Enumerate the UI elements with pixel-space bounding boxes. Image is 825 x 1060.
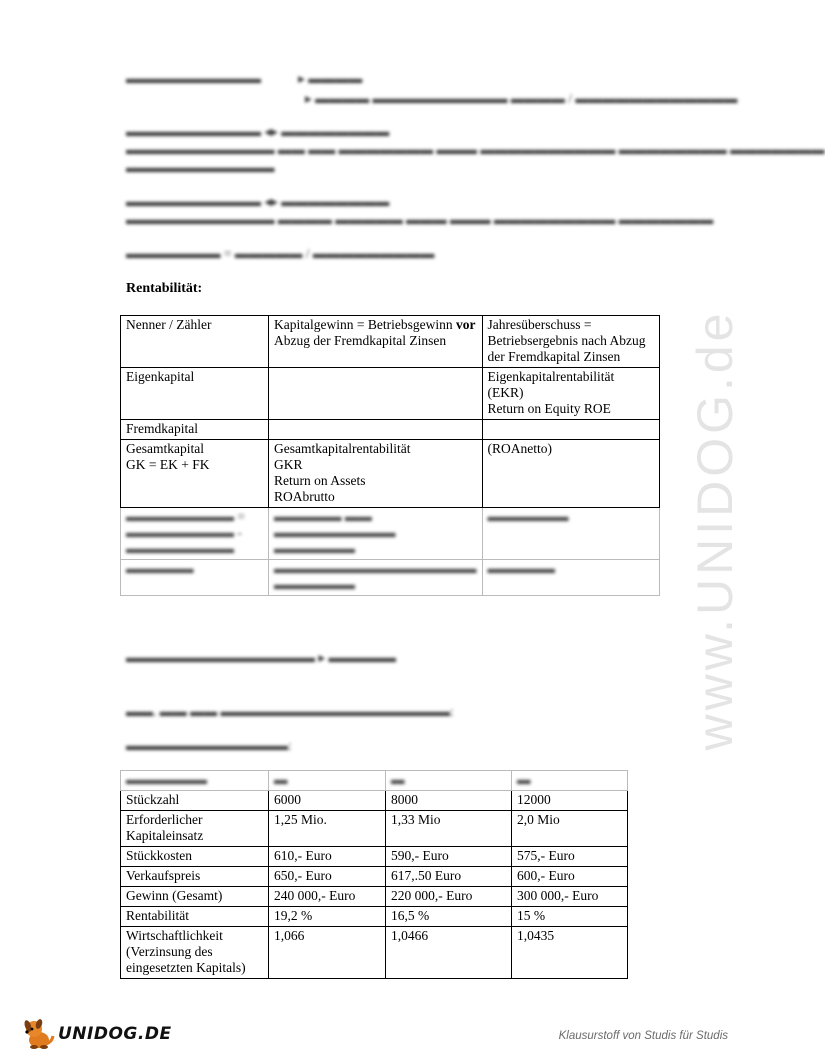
table-cell: 6000 — [269, 791, 386, 811]
table-cell: 650,- Euro — [269, 867, 386, 887]
table-row — [121, 791, 628, 811]
blurred-text-line: ▬▬▬▬▬▬▬▬▬▬▬ ▬▬ ▬▬ ▬▬▬▬▬▬▬ ▬▬▬ ▬▬▬▬▬▬▬▬▬▬ ▬▬▬▬▬▬▬▬ ▬▬▬▬▬▬▬ — [126, 142, 825, 157]
cell-text: Kapitaleinsatz — [126, 828, 204, 843]
blurred-text-line: ▬▬▬▬▬▬▬▬▬▬ ◂▸ ▬▬▬▬▬▬▬▬ — [126, 194, 390, 209]
table-cell: 617,.50 Euro — [386, 867, 512, 887]
table-cell — [482, 368, 659, 420]
table-cell — [121, 927, 269, 979]
table-cell: 12000 — [512, 791, 628, 811]
cell-text: eingesetzten Kapitals) — [126, 960, 246, 975]
blurred-table-row: ▬▬▬▬▬ ▬▬▬▬▬▬▬▬▬▬▬▬▬▬▬ ▬▬▬▬▬▬ ▬▬▬▬▬ — [121, 560, 660, 596]
table-cell — [269, 420, 483, 440]
cell-text: Return on Equity ROE — [487, 401, 611, 416]
blurred-text-line: ▬▬▬▬▬▬▬▬▬▬ ◂▸ ▬▬▬▬▬▬▬▬ — [126, 124, 390, 139]
cell-text: Erforderlicher — [126, 812, 203, 827]
table-cell — [269, 440, 483, 508]
table-row — [121, 440, 660, 508]
table-cell: 1,33 Mio — [386, 811, 512, 847]
cell-text: Eigenkapital — [126, 369, 195, 384]
table-cell — [482, 420, 659, 440]
table-row — [121, 847, 628, 867]
blurred-text-line: ▬▬▬▬▬▬▬▬▬▬▬ ▬▬▬▬ ▬▬▬▬▬ ▬▬▬ ▬▬▬ ▬▬▬▬▬▬▬▬▬ ▬▬▬▬▬▬▬ — [126, 212, 714, 227]
blurred-text-line: ▬▬▬▬▬▬▬▬▬▬▬▬: — [126, 738, 292, 753]
rentabilitaet-table — [120, 315, 660, 596]
table-cell — [482, 316, 659, 368]
table-cell — [121, 907, 269, 927]
cell-text: Rentabilität — [126, 908, 189, 923]
blurred-text-line: ▸ ▬▬▬▬ ▬▬▬▬▬▬▬▬▬▬ ▬▬▬▬ / ▬▬▬▬▬▬▬▬▬▬▬▬ — [305, 91, 738, 106]
cell-text: Stückkosten — [126, 848, 192, 863]
cell-text: Gesamtkapital — [126, 441, 204, 456]
table-cell — [121, 811, 269, 847]
cell-text: Wirtschaftlichkeit — [126, 928, 223, 943]
table-cell — [121, 847, 269, 867]
table-row — [121, 368, 660, 420]
table-cell — [121, 368, 269, 420]
blurred-text-line: ▬▬▬▬▬▬▬ = ▬▬▬▬▬ / ▬▬▬▬▬▬▬▬▬ — [126, 246, 435, 261]
logo-text: UNIDOG.DE — [58, 1024, 172, 1044]
blurred-text-line: ▬▬. ▬▬ ▬▬ ▬▬▬▬▬▬▬▬▬▬▬▬▬▬▬▬▬: — [126, 704, 454, 719]
blurred-table-row: ▬▬▬▬▬▬▬▬ = ▬▬▬▬▬▬▬▬ - ▬▬▬▬▬▬▬▬ ▬▬▬▬▬ ▬▬ ▬▬▬▬▬▬▬▬▬ ▬▬▬▬▬▬ ▬▬▬▬▬▬ — [121, 508, 660, 560]
table-row — [121, 927, 628, 979]
cell-text: Jahresüberschuss = Betriebsergebnis nach Abzug der Fremdkapital Zinsen — [487, 317, 646, 364]
cell-text: (Verzinsung des — [126, 944, 213, 959]
table-cell — [269, 368, 483, 420]
table-cell — [121, 316, 269, 368]
cell-text-bold: vor — [455, 317, 476, 332]
cell-text: Gesamtkapitalrentabilität — [274, 441, 411, 456]
table-cell: 1,0466 — [386, 927, 512, 979]
table-cell: 590,- Euro — [386, 847, 512, 867]
watermark: www.UNIDOG.de — [687, 309, 743, 751]
table-cell — [269, 316, 483, 368]
table-row — [121, 867, 628, 887]
cell-text: Stückzahl — [126, 792, 180, 807]
cell-text: Kapitalgewinn = Betriebsgewinn — [274, 317, 456, 332]
table-cell — [121, 420, 269, 440]
cell-text: (ROAnetto) — [487, 441, 552, 456]
table-cell: 610,- Euro — [269, 847, 386, 867]
unidog-logo[interactable] — [22, 1018, 172, 1050]
blurred-table-header-row: ▬▬▬▬▬▬ ▬ ▬ ▬ — [121, 771, 628, 791]
cell-text: Return on Assets — [274, 473, 366, 488]
dog-mascot-icon — [22, 1018, 56, 1050]
table-cell: 1,25 Mio. — [269, 811, 386, 847]
blurred-text-line: ▬▬▬▬▬▬▬▬▬▬ ▸ ▬▬▬▬ — [126, 71, 363, 86]
section-heading: Rentabilität: — [126, 281, 203, 296]
blurred-text-line: ▬▬▬▬▬▬▬▬▬▬▬ — [126, 160, 275, 175]
table-cell: 8000 — [386, 791, 512, 811]
cell-text: Verkaufspreis — [126, 868, 201, 883]
table-cell — [482, 440, 659, 508]
blurred-text-line: ▬▬▬▬▬▬▬▬▬▬▬▬▬▬ ▸ ▬▬▬▬▬ — [126, 650, 397, 665]
table-cell — [121, 867, 269, 887]
table-cell: 575,- Euro — [512, 847, 628, 867]
cell-text: Nenner / Zähler — [126, 317, 212, 332]
table-cell: 16,5 % — [386, 907, 512, 927]
table-cell: 19,2 % — [269, 907, 386, 927]
cell-text: Eigenkapitalrentabilität — [487, 369, 615, 384]
table-cell — [121, 791, 269, 811]
cell-text: Abzug der Fremdkapital Zinsen — [274, 333, 447, 348]
table-row — [121, 907, 628, 927]
footer-slogan: Klausurstoff von Studis für Studis — [558, 1030, 728, 1042]
cell-text: GK = EK + FK — [126, 457, 210, 472]
table-cell — [121, 887, 269, 907]
cell-text: (EKR) — [487, 385, 524, 400]
table-cell — [121, 440, 269, 508]
beispiel-table — [120, 770, 628, 979]
cell-text: Fremdkapital — [126, 421, 198, 436]
table-cell: 15 % — [512, 907, 628, 927]
table-row — [121, 420, 660, 440]
table-cell: 1,066 — [269, 927, 386, 979]
table-cell: 2,0 Mio — [512, 811, 628, 847]
table-cell: 220 000,- Euro — [386, 887, 512, 907]
table-cell: 600,- Euro — [512, 867, 628, 887]
table-header-row — [121, 316, 660, 368]
table-row — [121, 811, 628, 847]
table-cell: 240 000,- Euro — [269, 887, 386, 907]
table-cell: 300 000,- Euro — [512, 887, 628, 907]
cell-text: GKR — [274, 457, 303, 472]
cell-text: Gewinn (Gesamt) — [126, 888, 223, 903]
table-cell: 1,0435 — [512, 927, 628, 979]
table-row — [121, 887, 628, 907]
cell-text: ROAbrutto — [274, 489, 335, 504]
